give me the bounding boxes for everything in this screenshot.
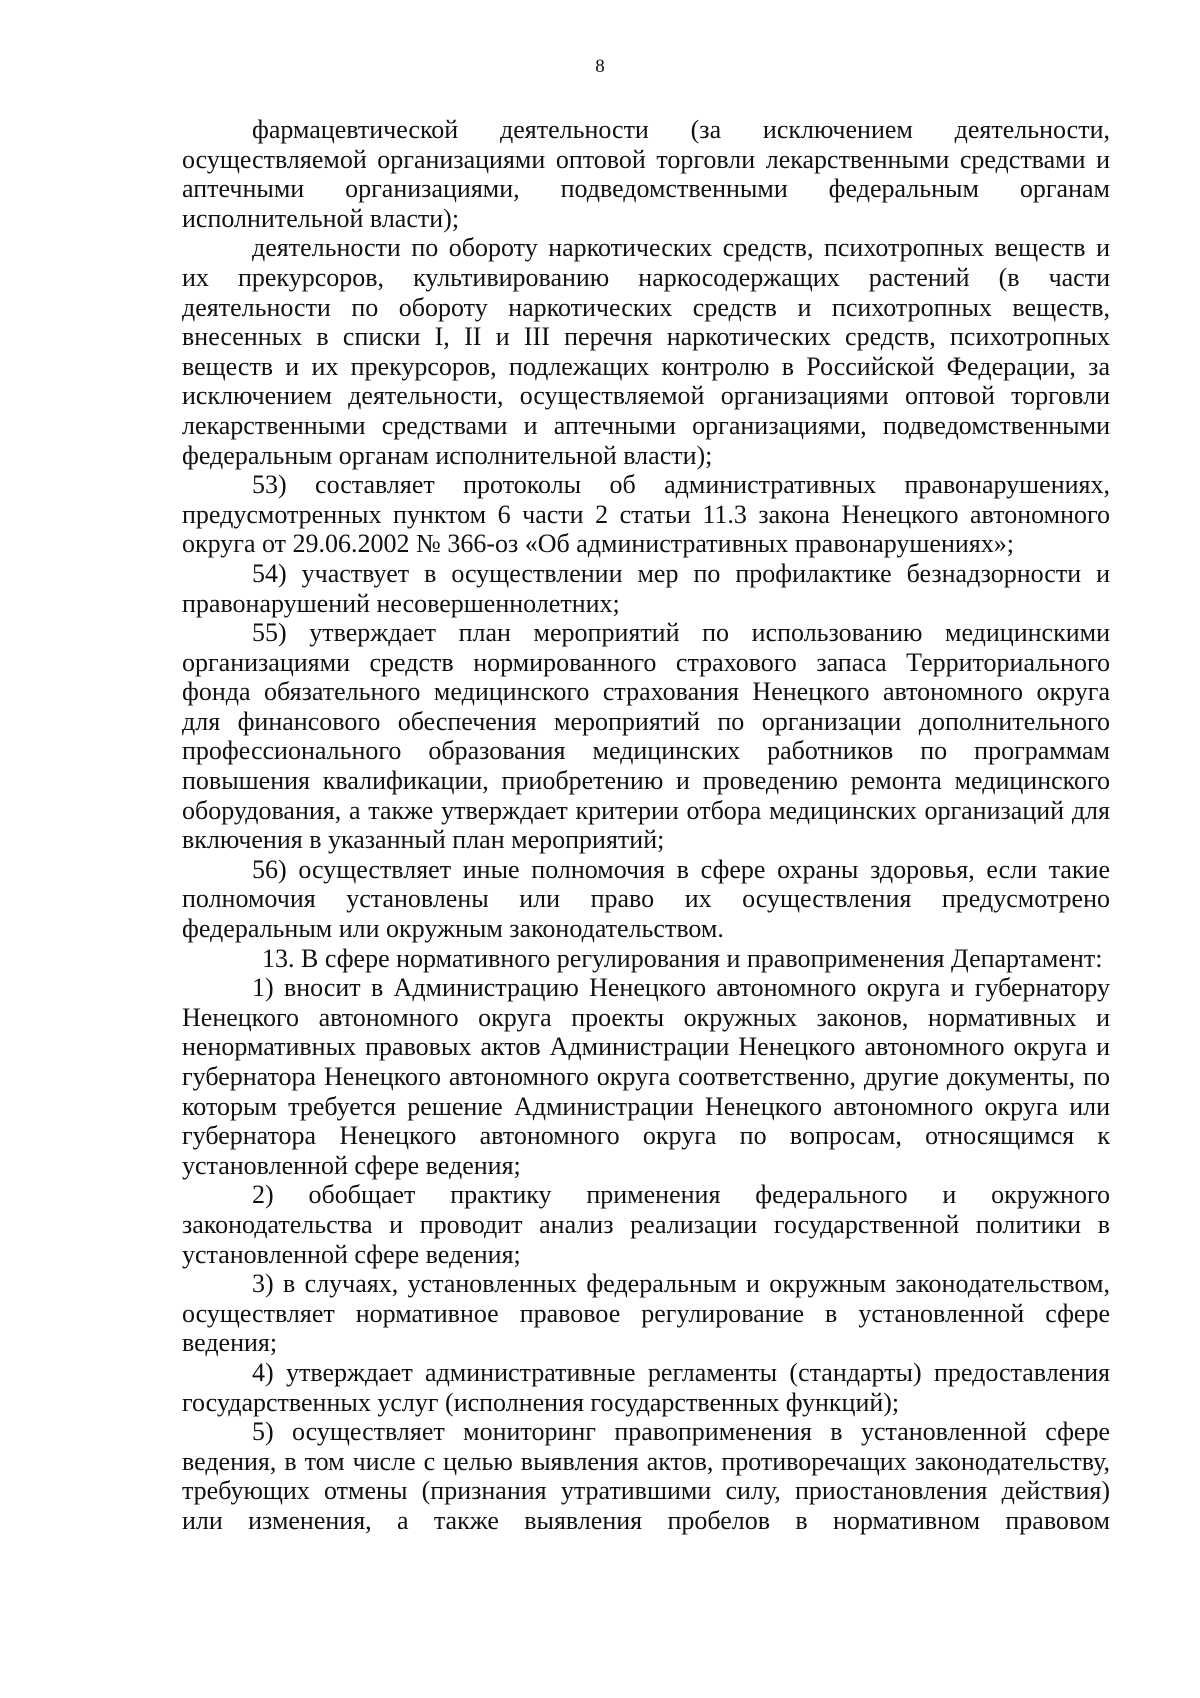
paragraph-section-13-item-1: 1) вносит в Администрацию Ненецкого автономного округа и губернатору Ненецкого автономного округа проекты окружных законов, нормативных и ненормативных правовых актов Администрации Ненецкого автономного округа и губернатора Ненецкого автономного округа соответственно, другие документы, по которым требуется решение Администрации Ненецкого автономного округа или губернатора Ненецкого автономного округа по вопросам, относящимся к установленной сфере ведения; — [182, 973, 1110, 1180]
paragraph-pharmaceutical-activity: фармацевтической деятельности (за исключением деятельности, осуществляемой организациями оптовой торговли лекарственными средствами и аптечными организациями, подведомственными федеральным органам исполнительной власти); — [182, 115, 1110, 233]
paragraph-item-54: 54) участвует в осуществлении мер по профилактике безнадзорности и правонарушений несовершеннолетних; — [182, 558, 1110, 618]
paragraph-narcotics-activity: деятельности по обороту наркотических средств, психотропных веществ и их прекурсоров, культивированию наркосодержащих растений (в части деятельности по обороту наркотических средств и психотропных веществ, внесенных в списки I, II и III перечня наркотических средств, психотропных веществ и их прекурсоров, подлежащих контролю в Российской Федерации, за исключением деятельности, осуществляемой организациями оптовой торговли лекарственными средствами и аптечными организациями, подведомственными федеральным органам исполнительной власти); — [182, 233, 1110, 470]
paragraph-item-53: 53) составляет протоколы об административных правонарушениях, предусмотренных пунктом 6 части 2 статьи 11.3 закона Ненецкого автономного округа от 29.06.2002 № 366-оз «Об административных правонарушениях»; — [182, 470, 1110, 559]
document-body — [182, 115, 1110, 1536]
paragraph-item-56: 56) осуществляет иные полномочия в сфере охраны здоровья, если такие полномочия установлены или право их осуществления предусмотрено федеральным или окружным законодательством. — [182, 854, 1110, 944]
paragraph-section-13-item-3: 3) в случаях, установленных федеральным и окружным законодательством, осуществляет нормативное правовое регулирование в установленной сфере ведения; — [182, 1269, 1110, 1358]
paragraph-section-13-item-2: 2) обобщает практику применения федерального и окружного законодательства и проводит анализ реализации государственной политики в установленной сфере ведения; — [182, 1180, 1110, 1269]
page-number: 8 — [595, 56, 605, 77]
paragraph-item-55: 55) утверждает план мероприятий по использованию медицинскими организациями средств нормированного страхового запаса Территориального фонда обязательного медицинского страхования Ненецкого автономного округа для финансового обеспечения мероприятий по организации дополнительного профессионального образования медицинских работников по программам повышения квалификации, приобретению и проведению ремонта медицинского оборудования, а также утверждает критерии отбора медицинских организаций для включения в указанный план мероприятий; — [182, 618, 1110, 855]
paragraph-section-13-item-5: 5) осуществляет мониторинг правоприменения в установленной сфере ведения, в том числе с целью выявления актов, противоречащих законодательству, требующих отмены (признания утратившими силу, приостановления действия) или изменения, а также выявления пробелов в нормативном правовом — [182, 1417, 1110, 1535]
paragraph-section-13-item-4: 4) утверждает административные регламенты (стандарты) предоставления государственных услуг (исполнения государственных функций); — [182, 1357, 1110, 1417]
section-13-heading: 13. В сфере нормативного регулирования и правоприменения Департамент: — [262, 943, 1103, 973]
